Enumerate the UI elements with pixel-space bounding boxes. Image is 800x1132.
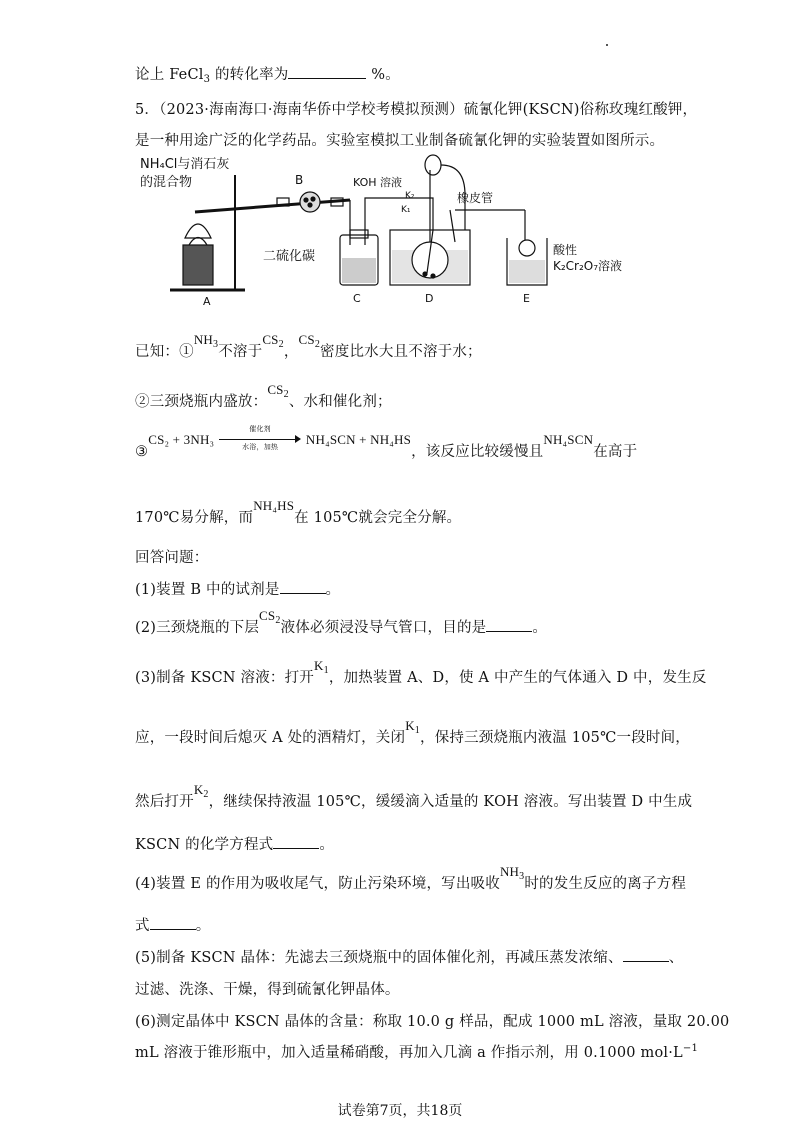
label-B: B xyxy=(295,173,304,187)
apparatus-diagram xyxy=(135,150,675,308)
question-6-line2: mL 溶液于锥形瓶中，加入适量稀硝酸，再加入几滴 a 作指示剂，用 0.1000 $mol\cdot L^{-1}$ xyxy=(135,1043,699,1061)
question-3-line1: (3)制备 KSCN 溶液：打开$K_1$，加热装置 A、D，使 A 中产生的气体通入 D 中，发生反 xyxy=(135,658,707,686)
apparatus-C xyxy=(340,200,378,285)
label-E: E xyxy=(523,292,530,305)
label-k2cr2o7: K₂Cr₂O₇溶液 xyxy=(553,259,623,273)
answer-blank[interactable] xyxy=(273,836,319,849)
question-4-line1: (4)装置 E 的作用为吸收尾气，防止污染环境，写出吸收$NH_3$时的发生反应的离子方程 xyxy=(135,864,687,892)
answer-blank[interactable] xyxy=(150,917,196,930)
question-5-line2: 是一种用途广泛的化学药品。实验室模拟工业制备硫氰化钾的实验装置如图所示。 xyxy=(135,133,665,149)
label-cs2: 二硫化碳 xyxy=(263,249,316,264)
known-2: ②三颈烧瓶内盛放：$CS_2$、水和催化剂； xyxy=(135,382,392,410)
known-1: 已知：$①NH_3$不溶于$CS_2$，$CS_2$密度比水大且不溶于水； xyxy=(135,332,482,360)
question-2: (2)三颈烧瓶的下层$CS_2$液体必须浸没导气管口，目的是 。 xyxy=(135,608,548,636)
label-k1: K₁ xyxy=(401,205,411,215)
label-mixture: 的混合物 xyxy=(140,175,193,190)
label-D: D xyxy=(425,292,434,305)
line-conversion-rate: 论上 FeCl$_3$ 的转化率为 %。 xyxy=(135,67,400,85)
question-5-header: 5．（2023·海南海口·海南华侨中学校考模拟预测）硫氰化钾(KSCN)俗称玫瑰红酸钾， xyxy=(135,102,698,118)
stray-dot xyxy=(606,44,608,46)
apparatus-A xyxy=(170,175,350,290)
label-A: A xyxy=(203,295,211,308)
answer-blank[interactable] xyxy=(623,949,669,962)
label-nh4cl: NH₄Cl与消石灰 xyxy=(140,157,230,172)
label-acidic: 酸性 xyxy=(553,243,578,257)
reaction-arrow: 催化剂 水浴，加热 xyxy=(219,433,301,447)
question-1: (1)装置 B 中的试剂是 。 xyxy=(135,582,341,598)
question-5s-line1: (5)制备 KSCN 晶体：先滤去三颈烧瓶中的固体催化剂，再减压蒸发浓缩、 、 xyxy=(135,950,684,966)
label-rubber-tube: 橡皮管 xyxy=(457,191,494,205)
answer-blank[interactable] xyxy=(280,581,326,594)
question-3-line2: 应，一段时间后熄灭 A 处的酒精灯，关闭$K_1$，保持三颈烧瓶内液温 105℃一段时间， xyxy=(135,718,691,746)
question-5s-line2: 过滤、洗涤、干燥，得到硫氰化钾晶体。 xyxy=(135,982,400,998)
label-k2: K₂ xyxy=(405,191,415,201)
label-C: C xyxy=(353,292,361,305)
question-4-line2: 式 。 xyxy=(135,918,211,934)
known-4: 170℃易分解，而NH₄HS在 105℃就会完全分解。 xyxy=(135,498,462,526)
question-3-line3: 然后打开$K_2$，继续保持液温 105℃，缓缓滴入适量的 KOH 溶液。写出装置 D 中生成 xyxy=(135,782,693,810)
apparatus-D xyxy=(365,155,525,285)
known-3: ③CS₂ + 3NH₃ 催化剂 水浴，加热 NH₄SCN + NH₄HS，该反应比较缓慢且NH₄SCN在高于 xyxy=(135,425,638,460)
answer-blank[interactable] xyxy=(486,619,532,632)
apparatus-E xyxy=(507,238,547,285)
question-6-line1: (6)测定晶体中 KSCN 晶体的含量：称取 10.0 g 样品，配成 1000 mL 溶液，量取 20.00 xyxy=(135,1014,730,1030)
page-footer: 试卷第7页，共18页 xyxy=(337,1103,463,1119)
label-koh: KOH 溶液 xyxy=(353,176,403,189)
answer-blank[interactable] xyxy=(288,66,366,79)
question-3-line4: KSCN 的化学方程式 。 xyxy=(135,837,335,853)
answer-heading: 回答问题： xyxy=(135,550,209,566)
